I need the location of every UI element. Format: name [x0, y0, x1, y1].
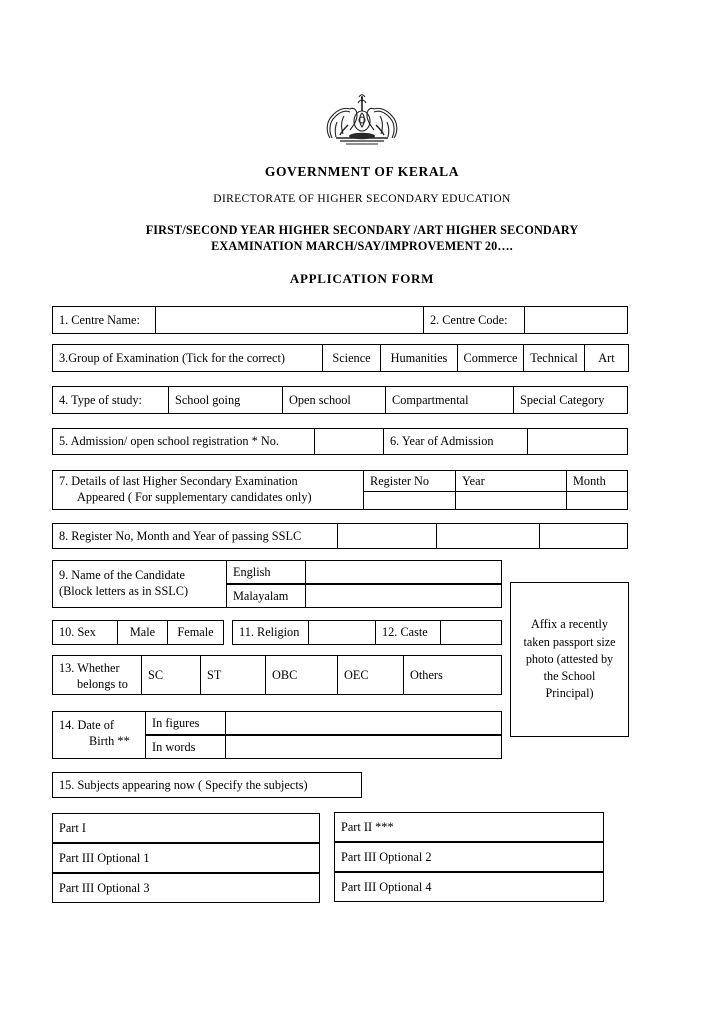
candidate-name-english-input[interactable] [305, 560, 502, 584]
community-option-oec[interactable]: OEC [337, 655, 404, 695]
sslc-year-input[interactable] [539, 523, 628, 549]
sslc-register-label: 8. Register No, Month and Year of passing SSLC [52, 523, 338, 549]
caste-input[interactable] [440, 620, 502, 645]
candidate-name-language-malayalam: Malayalam [226, 584, 306, 608]
last-exam-header-year: Year [455, 470, 567, 492]
community-option-obc[interactable]: OBC [265, 655, 338, 695]
religion-input[interactable] [308, 620, 376, 645]
group-of-examination-label: 3.Group of Examination (Tick for the correct) [52, 344, 323, 372]
photo-affix-box[interactable]: Affix a recently taken passport size photo (attested by the School Principal) [510, 582, 629, 737]
exam-title [0, 222, 724, 254]
centre-name-input[interactable] [155, 306, 424, 334]
sex-option-female[interactable]: Female [167, 620, 224, 645]
subject-part-iii-opt-1[interactable]: Part III Optional 1 [52, 843, 320, 873]
last-exam-label-line2: Appeared ( For supplementary candidates only) [77, 489, 312, 504]
last-exam-details-label [52, 470, 364, 510]
admission-number-label: 5. Admission/ open school registration * No. [52, 428, 315, 455]
subject-part-i[interactable]: Part I [52, 813, 320, 843]
last-exam-header-register-no: Register No [363, 470, 456, 492]
type-of-study-open-school[interactable]: Open school [282, 386, 386, 414]
last-exam-input-register-no[interactable] [363, 491, 456, 510]
date-of-birth-label-line2: Birth ** [89, 733, 130, 748]
page-title-government: GOVERNMENT OF KERALA [264, 164, 460, 179]
sex-label: 10. Sex [52, 620, 118, 645]
group-option-science[interactable]: Science [322, 344, 381, 372]
kerala-state-emblem-icon [320, 92, 404, 153]
date-of-birth-label-line1: 14. Date of [59, 718, 114, 732]
group-option-commerce[interactable]: Commerce [457, 344, 524, 372]
subject-part-ii[interactable]: Part II *** [334, 812, 604, 842]
group-option-humanities[interactable]: Humanities [380, 344, 458, 372]
type-of-study-label: 4. Type of study: [52, 386, 169, 414]
date-of-birth-label [52, 711, 146, 759]
last-exam-input-month[interactable] [566, 491, 628, 510]
subject-part-iii-opt-4[interactable]: Part III Optional 4 [334, 872, 604, 902]
community-option-sc[interactable]: SC [141, 655, 201, 695]
group-option-technical[interactable]: Technical [523, 344, 585, 372]
subjects-appearing-label: 15. Subjects appearing now ( Specify the subjects) [52, 772, 362, 798]
community-label-line1: 13. Whether [59, 661, 120, 675]
candidate-name-label-line1: 9. Name of the Candidate [59, 568, 186, 582]
candidate-name-malayalam-input[interactable] [305, 584, 502, 608]
date-of-birth-figures-input[interactable] [225, 711, 502, 735]
date-of-birth-words-input[interactable] [225, 735, 502, 759]
subject-part-iii-opt-2[interactable]: Part III Optional 2 [334, 842, 604, 872]
subject-part-iii-opt-3[interactable]: Part III Optional 3 [52, 873, 320, 903]
last-exam-label-line1: 7. Details of last Higher Secondary Examination [59, 474, 298, 488]
centre-name-label: 1. Centre Name: [52, 306, 156, 334]
group-option-art[interactable]: Art [584, 344, 629, 372]
type-of-study-compartmental[interactable]: Compartmental [385, 386, 514, 414]
religion-label: 11. Religion [232, 620, 309, 645]
candidate-name-label [52, 560, 227, 608]
centre-code-label: 2. Centre Code: [423, 306, 525, 334]
community-label [52, 655, 142, 695]
year-of-admission-label: 6. Year of Admission [383, 428, 528, 455]
date-of-birth-in-words-label: In words [145, 735, 226, 759]
date-of-birth-in-figures-label: In figures [145, 711, 226, 735]
candidate-name-label-line2: (Block letters as in SSLC) [59, 583, 189, 598]
candidate-name-language-english: English [226, 560, 306, 584]
subtitle-directorate: DIRECTORATE OF HIGHER SECONDARY EDUCATION [213, 193, 511, 205]
centre-code-input[interactable] [524, 306, 628, 334]
type-of-study-school-going[interactable]: School going [168, 386, 283, 414]
year-of-admission-input[interactable] [527, 428, 628, 455]
sex-option-male[interactable]: Male [117, 620, 168, 645]
sslc-register-no-input[interactable] [337, 523, 437, 549]
application-form-heading: APPLICATION FORM [289, 271, 435, 286]
emblem-container [0, 92, 724, 153]
last-exam-header-month: Month [566, 470, 628, 492]
exam-title-line2: EXAMINATION MARCH/SAY/IMPROVEMENT 20…. [211, 239, 513, 254]
community-label-line2: belongs to [77, 676, 128, 691]
last-exam-input-year[interactable] [455, 491, 567, 510]
type-of-study-special-category[interactable]: Special Category [513, 386, 628, 414]
community-option-st[interactable]: ST [200, 655, 266, 695]
admission-number-input[interactable] [314, 428, 384, 455]
community-option-others[interactable]: Others [403, 655, 502, 695]
caste-label: 12. Caste [375, 620, 441, 645]
exam-title-line1: FIRST/SECOND YEAR HIGHER SECONDARY /ART HIGHER SECONDARY [145, 223, 579, 237]
sslc-month-input[interactable] [436, 523, 540, 549]
